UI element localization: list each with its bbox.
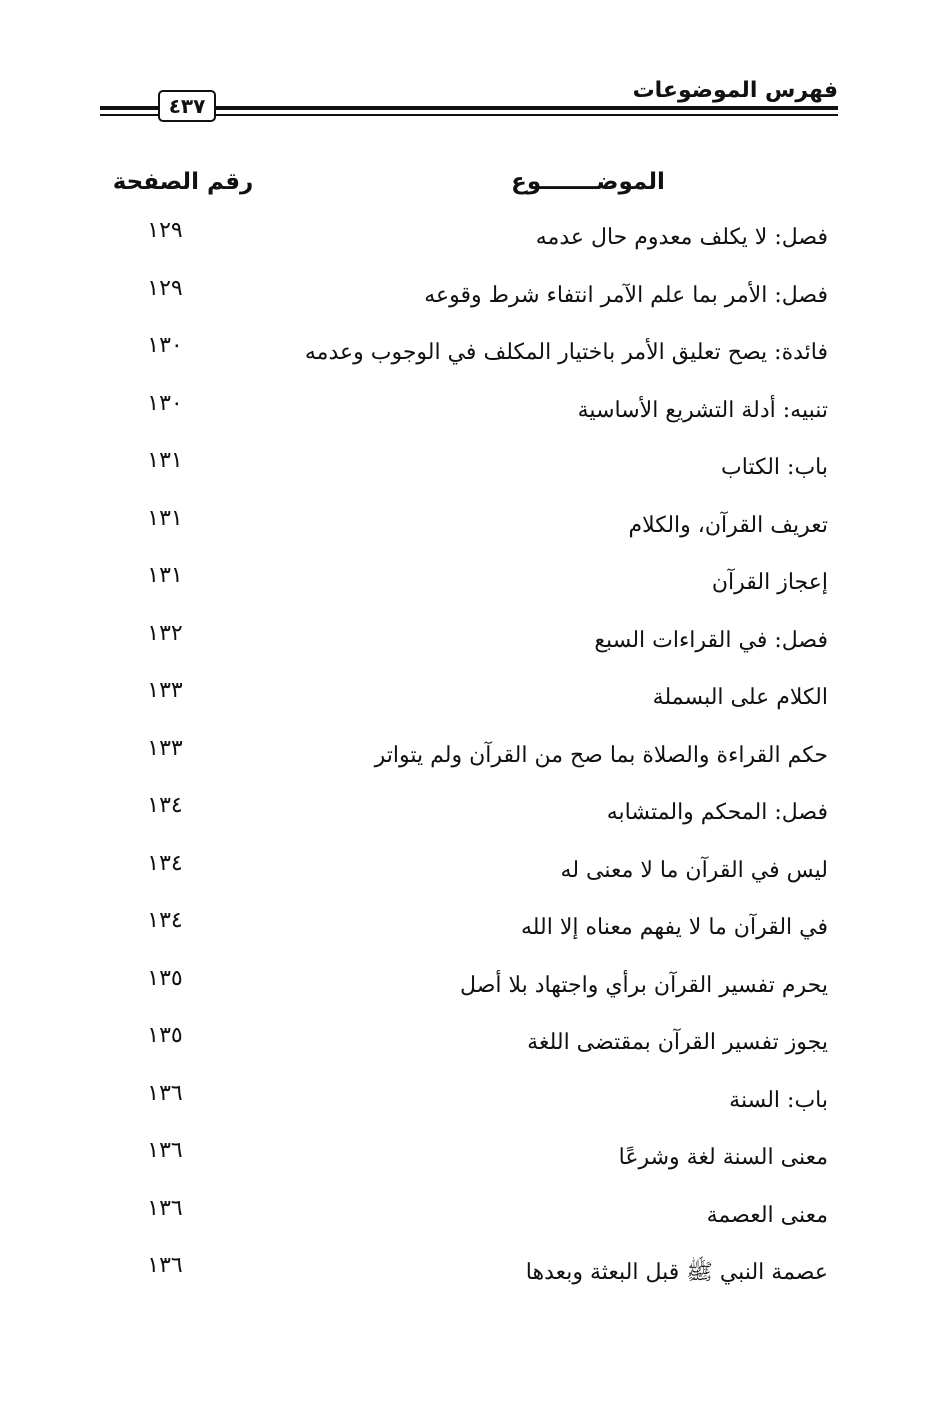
toc-entry-title: في القرآن ما لا يفهم معناه إلا الله	[520, 915, 828, 940]
toc-entry-title: فصل: لا يكلف معدوم حال عدمه	[535, 225, 828, 250]
toc-entry-page-number: ١٣١	[147, 505, 183, 531]
toc-entry	[0, 1015, 930, 1073]
toc-entry-title: فائدة: يصح تعليق الأمر باختيار المكلف في الوجوب وعدمه	[304, 340, 828, 365]
toc-entry	[0, 268, 930, 326]
toc-entry-page-number: ١٢٩	[147, 218, 183, 243]
toc-entry-title: فصل: في القراءات السبع	[594, 627, 828, 653]
toc-entry-title: تعريف القرآن، والكلام	[628, 512, 828, 538]
page-number-badge: ٤٣٧	[158, 90, 216, 122]
toc-entry	[0, 555, 930, 613]
toc-entry	[0, 325, 930, 383]
toc-entry-page-number: ١٣٦	[147, 1253, 183, 1278]
toc-entry	[0, 1130, 930, 1188]
toc-entry-title: ليس في القرآن ما لا معنى له	[560, 857, 828, 883]
toc-entry-page-number: ١٣٥	[147, 965, 183, 991]
toc-entry	[0, 210, 930, 268]
toc-entry-title: فصل: الأمر بما علم الآمر انتفاء شرط وقوعه	[424, 282, 828, 308]
toc-entry	[0, 958, 930, 1016]
column-headers	[0, 162, 930, 206]
toc-entry	[0, 843, 930, 901]
toc-entry-title: تنبيه: أدلة التشريع الأساسية	[577, 397, 828, 423]
page-column-header: رقم الصفحة	[112, 169, 254, 195]
toc-entry-page-number: ١٣٥	[147, 1023, 183, 1048]
toc-entry-page-number: ١٣٦	[147, 1080, 183, 1106]
toc-entry-page-number: ١٣٦	[147, 1138, 183, 1163]
toc-entry	[0, 1245, 930, 1303]
running-title: فهرس الموضوعات	[632, 78, 838, 103]
toc-entry-title: باب: السنة	[729, 1087, 828, 1113]
toc-entry	[0, 1073, 930, 1131]
toc-entry-title: فصل: المحكم والمتشابه	[606, 800, 828, 825]
toc-entry	[0, 383, 930, 441]
toc-entry-page-number: ١٣٢	[147, 620, 183, 646]
toc-entry	[0, 900, 930, 958]
toc-entry-page-number: ١٣٣	[147, 678, 183, 703]
toc-entry-page-number: ١٣٤	[147, 793, 183, 818]
toc-entry-title: معنى السنة لغة وشرعًا	[618, 1145, 828, 1170]
toc-entry-page-number: ١٣٠	[147, 390, 183, 416]
toc-entry	[0, 440, 930, 498]
toc-entry-page-number: ١٣٤	[147, 908, 183, 933]
toc-entry	[0, 728, 930, 786]
topic-column-header: الموضـــــــوع	[511, 169, 665, 195]
toc-entry	[0, 670, 930, 728]
toc-entry-title: يحرم تفسير القرآن برأي واجتهاد بلا أصل	[460, 972, 828, 998]
toc-entry-page-number: ١٣٦	[147, 1195, 183, 1221]
toc-entry-title: الكلام على البسملة	[652, 685, 828, 710]
toc-entry-title: عصمة النبي ﷺ قبل البعثة وبعدها	[525, 1260, 828, 1285]
toc-entry-page-number: ١٣١	[147, 448, 183, 473]
toc-entry-title: إعجاز القرآن	[711, 570, 828, 595]
toc-entry	[0, 785, 930, 843]
toc-entry	[0, 498, 930, 556]
toc-entry	[0, 613, 930, 671]
toc-entry-title: معنى العصمة	[706, 1202, 828, 1228]
toc-entry-title: باب: الكتاب	[721, 455, 828, 480]
toc-entry-page-number: ١٣٠	[147, 333, 183, 358]
toc-entry-page-number: ١٣٤	[147, 850, 183, 876]
toc-entry-page-number: ١٢٩	[147, 275, 183, 301]
toc-entry	[0, 1188, 930, 1246]
page-header	[100, 72, 838, 132]
toc-entry-page-number: ١٣١	[147, 563, 183, 588]
toc-entry-title: حكم القراءة والصلاة بما صح من القرآن ولم يتواتر	[374, 742, 828, 768]
toc-entry-page-number: ١٣٣	[147, 735, 183, 761]
toc-entry-title: يجوز تفسير القرآن بمقتضى اللغة	[527, 1030, 828, 1055]
table-of-contents	[0, 210, 930, 1303]
